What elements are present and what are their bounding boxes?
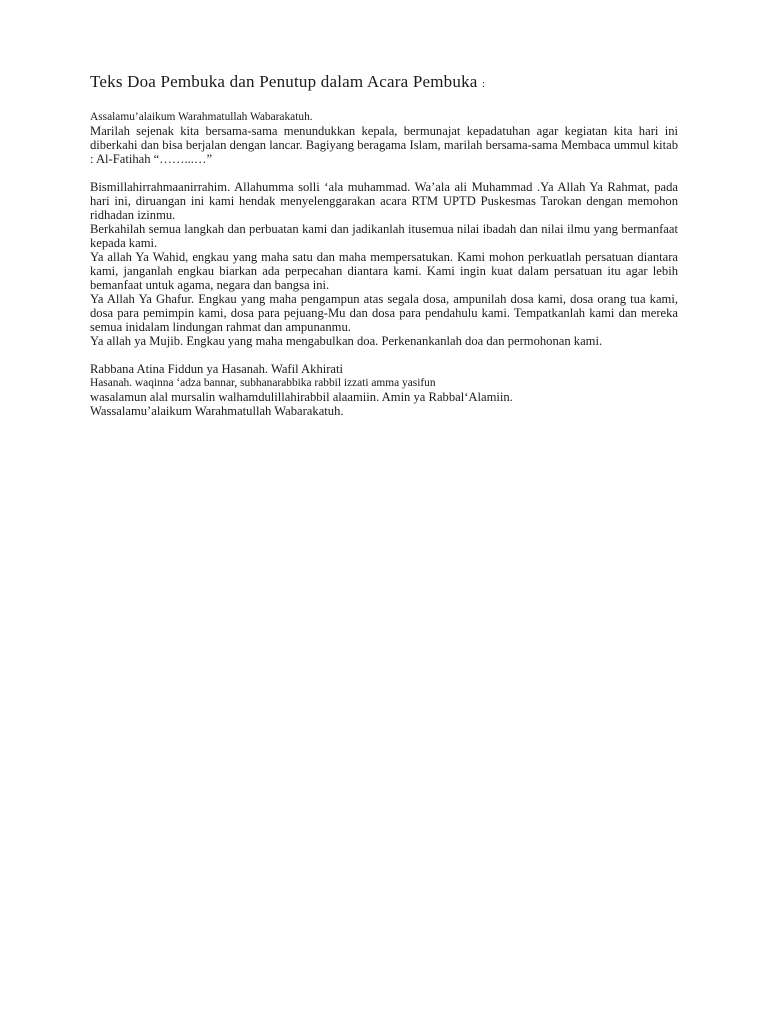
closing-line-1: Rabbana Atina Fiddun ya Hasanah. Wafil Akhirati — [90, 362, 344, 376]
closing-line-3: wasalamun alal mursalin walhamdulillahirabbil alaamiin. Amin ya Rabbal‘Alamiin. — [90, 390, 513, 404]
prayer-paragraph-5: Ya allah ya Mujib. Engkau yang maha mengabulkan doa. Perkenankanlah doa dan permohonan kami. — [90, 334, 603, 348]
document-page — [90, 72, 678, 418]
intro-paragraph: Marilah sejenak kita bersama-sama menundukkan kepala, bermunajat kepadatuhan agar kegiatan kita hari ini diberkahi dan bisa berjalan dengan lancar. Bagiyang beragama Islam, marilah bersama-sama Membaca ummul kitab : Al-Fatihah “……...…” — [90, 124, 678, 166]
prayer-paragraph-1: Bismillahirrahmaanirrahim. Allahumma solli ‘ala muhammad. Wa’ala ali Muhammad .Ya Allah Ya Rahmat, pada hari ini, diruangan ini kami hendak menyelenggarakan acara RTM UPTD Puskesmas Tarokan dengan memohon ridhadan izinmu. — [90, 180, 678, 222]
greeting-text: Assalamu’alaikum Warahmatullah Wabarakatuh. — [90, 111, 313, 123]
prayer-paragraph-4: Ya Allah Ya Ghafur. Engkau yang maha pengampun atas segala dosa, ampunilah dosa kami, dosa orang tua kami, dosa para pemimpin kami, dosa para pejuang-Mu dan dosa para pendahulu kami. Tempatkanlah kami dan mereka semua inidalam lindungan rahmat dan ampunanmu. — [90, 292, 678, 334]
paragraph-gap — [90, 348, 678, 362]
document-title — [90, 72, 678, 94]
paragraph-gap — [90, 166, 678, 180]
closing-line-2: Hasanah. waqinna ‘adza bannar, subhanarabbika rabbil izzati amma yasifun — [90, 377, 436, 389]
title-suffix: : — [481, 78, 486, 90]
prayer-paragraph-2: Berkahilah semua langkah dan perbuatan kami dan jadikanlah itusemua nilai ibadah dan nilai ilmu yang bermanfaat kepada kami. — [90, 222, 678, 250]
prayer-paragraph-3: Ya allah Ya Wahid, engkau yang maha satu dan maha mempersatukan. Kami mohon perkuatlah persatuan diantara kami, janganlah engkau biarkan ada perpecahan diantara kami. Kami ingin kuat dalam persatuan itu agar lebih bemanfaat untuk agama, negara dan bangsa ini. — [90, 250, 678, 292]
closing-line-4: Wassalamu’alaikum Warahmatullah Wabarakatuh. — [90, 404, 344, 418]
title-text: Teks Doa Pembuka dan Penutup dalam Acara Pembuka — [90, 72, 478, 91]
